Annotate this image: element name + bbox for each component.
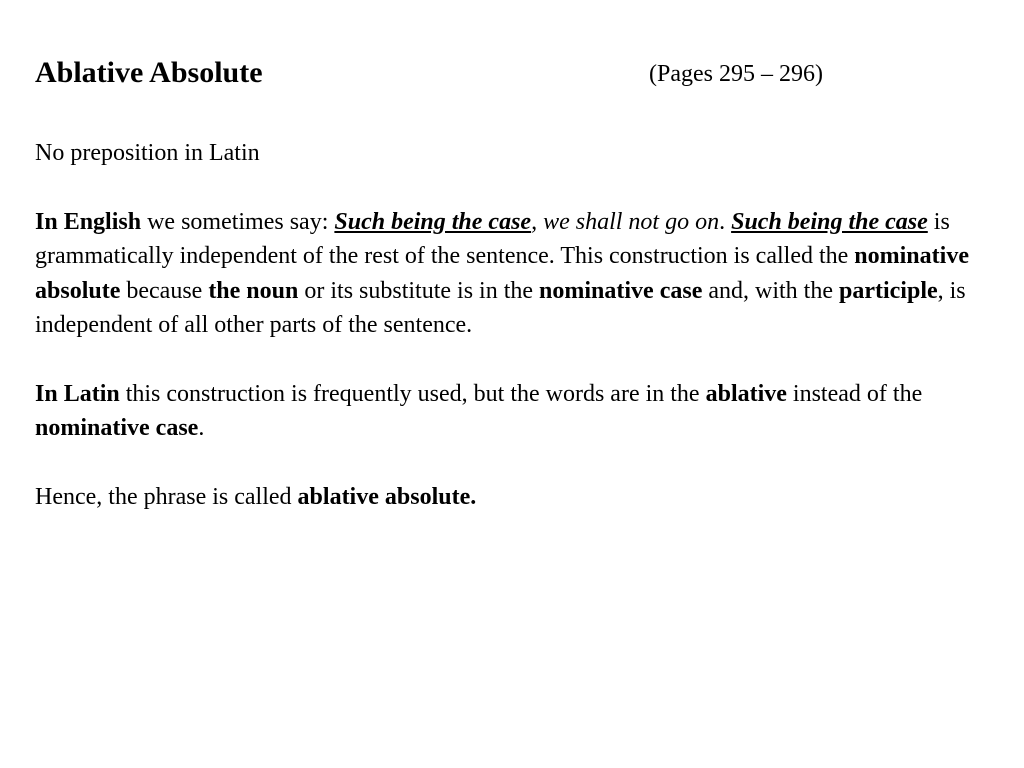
p3-s5: nominative case <box>35 415 199 442</box>
slide-title: Ablative Absolute <box>35 56 263 89</box>
title-row <box>35 56 995 96</box>
paragraph-latin <box>35 377 990 446</box>
p3-s3: ablative <box>705 380 787 407</box>
paragraph-hence <box>35 480 990 514</box>
p1-text: No preposition in Latin <box>35 140 260 166</box>
p2-s3: Such being the case <box>334 208 532 235</box>
p3-s4: instead of the <box>786 380 923 407</box>
p4-s1: Hence, the phrase is called <box>35 484 298 511</box>
slide-body <box>35 136 990 549</box>
p2-s5: . <box>719 208 732 235</box>
p2-s15: , is independent of all other parts of the sentence. <box>35 277 966 339</box>
page-reference: (Pages 295 – 296) <box>649 61 823 87</box>
p2-s4: , we shall not go on <box>531 208 720 235</box>
p2-s14: participle <box>838 277 938 304</box>
p4-s2: ablative absolute. <box>297 484 477 511</box>
p2-s9: because <box>120 277 209 304</box>
p3-s6: . <box>198 415 205 442</box>
p2-s7: is grammatically independent of the rest of the sentence. This construction is called the <box>35 208 950 270</box>
paragraph-english <box>35 205 990 343</box>
p2-s11: or its substitute is in the <box>298 277 540 304</box>
p2-s1: In English <box>35 208 142 235</box>
p2-s6: Such being the case <box>731 208 928 235</box>
p2-s10: the noun <box>208 277 299 304</box>
p2-s13: and, with the <box>702 277 839 304</box>
paragraph-no-preposition <box>35 136 990 170</box>
p3-s2: this construction is frequently used, but the words are in the <box>119 380 706 407</box>
p3-s1: In Latin <box>35 380 120 407</box>
p2-s2: we sometimes say: <box>141 208 335 235</box>
p2-s8: nominative absolute <box>35 243 969 304</box>
p2-s12: nominative case <box>539 277 703 304</box>
